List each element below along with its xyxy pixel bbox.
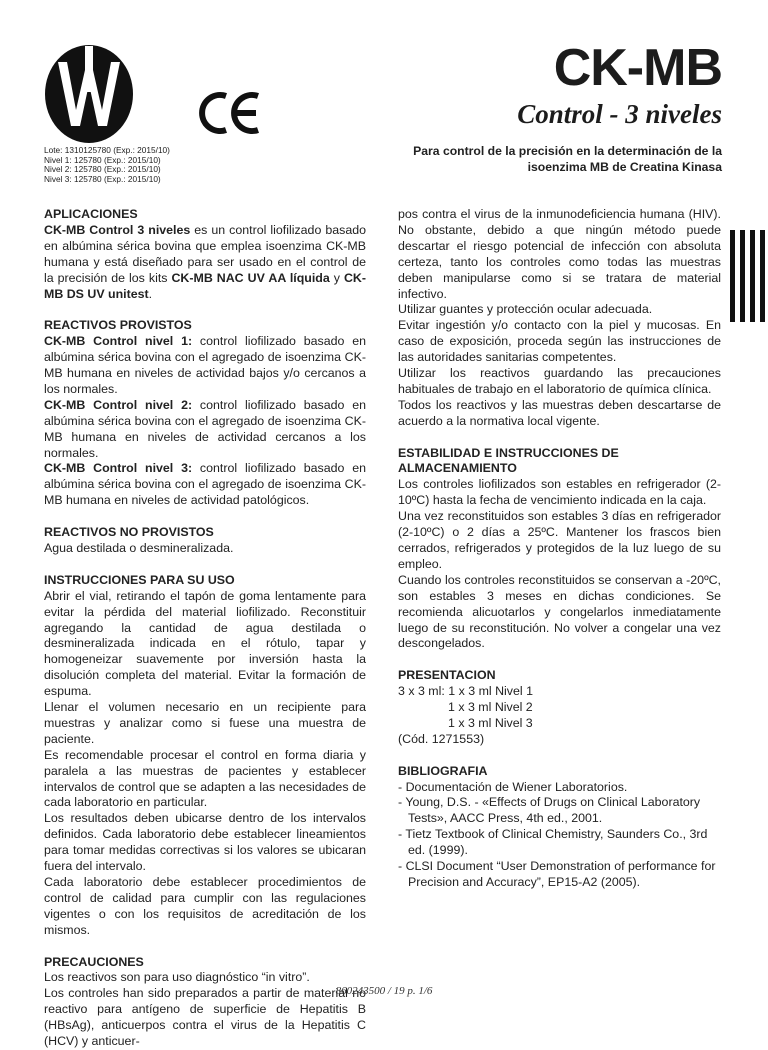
bibliografia-item: - CLSI Document “User Demonstration of performance for Precision and Accuracy”, EP15-A2 (2005). xyxy=(398,859,716,890)
no-provistos-text: Agua destilada o desmineralizada. xyxy=(44,541,234,555)
reactivo-nivel-3: CK-MB Control nivel 3: control liofilizado basado en albúmina sérica bovina con el agregado de isoenzima CK-MB humana en niveles de actividad patológicos. xyxy=(44,461,367,508)
ce-mark xyxy=(198,88,264,138)
reactivo-nivel-1: CK-MB Control nivel 1: control liofilizado basado en albúmina sérica bovina con el agregado de isoenzima CK-MB humana en niveles de actividad bajos y/o cercanos a los normales. xyxy=(44,334,367,396)
precauciones-paragraph: Todos los reactivos y las muestras deben descartarse de acuerdo a la normativa local vigente. xyxy=(398,397,721,428)
aplicaciones-text: CK-MB Control 3 niveles es un control liofilizado basado en albúmina sérica bovina que emplea isoenzima CK-MB humana y está diseñado para ser usado en el control de la precisión de los kits CK-MB NAC UV AA líquida y CK-MB DS UV unitest. xyxy=(44,222,367,301)
section-heading-bibliografia: BIBLIOGRAFIA xyxy=(398,763,488,778)
section-heading-instrucciones: INSTRUCCIONES PARA SU USO xyxy=(44,572,235,587)
ce-mark-icon xyxy=(198,88,264,138)
estabilidad-paragraph: Una vez reconstituidos son estables 3 días en refrigerador (2-10ºC) o 2 días a 25ºC. Mantener los frascos bien cerrados, refrigerados y protegidos de la luz luego de su empleo. xyxy=(398,509,721,571)
product-purpose xyxy=(362,143,722,175)
presentacion-list xyxy=(398,684,721,748)
instrucciones-paragraph: Es recomendable procesar el control en forma diaria y paralela a las muestras de pacientes y establecer intervalos de control que se adapten a las necesidades de cada laboratorio en particular. xyxy=(44,747,366,810)
precauciones-paragraph: pos contra el virus de la inmunodeficiencia humana (HIV). No obstante, debido a que ningún método puede descartar el riesgo potencial de infección con absoluta certeza, tanto los controles como todas las muestras deben manipularse como si se tratara de material infectivo. xyxy=(398,207,721,301)
lot-line: Nivel 2: 125780 (Exp.: 2015/10) xyxy=(44,164,161,175)
lot-line: Lote: 1310125780 (Exp.: 2015/10) xyxy=(44,145,170,155)
presentacion-item: 1 x 3 ml Nivel 3 xyxy=(448,715,533,730)
lot-line: Nivel 1: 125780 (Exp.: 2015/10) xyxy=(44,154,161,165)
reactivo-nivel-2: CK-MB Control nivel 2: control liofilizado basado en albúmina sérica bovina con el agregado de isoenzima CK-MB humana en niveles de actividad cercanos a los normales. xyxy=(44,397,367,460)
section-heading-aplicaciones: APLICACIONES xyxy=(44,207,138,221)
section-heading-no-provistos: REACTIVOS NO PROVISTOS xyxy=(44,525,214,540)
section-heading-reactivos: REACTIVOS PROVISTOS xyxy=(44,318,192,333)
presentacion-item: 3 x 3 ml: 1 x 3 ml Nivel 1 xyxy=(398,684,533,699)
section-heading-estabilidad: ALMACENAMIENTO xyxy=(398,461,517,476)
precauciones-paragraph: Los controles han sido preparados a partir de material no reactivo para antígeno de superficie de Hepatitis B (HBsAg), anticuerpos contra el virus de la Hepatitis C (HCV) y anticuer- xyxy=(44,986,366,1049)
presentacion-item: 1 x 3 ml Nivel 2 xyxy=(448,700,533,715)
precauciones-paragraph: Evitar ingestión y/o contacto con la piel y mucosas. En caso de exposición, proceda según las instrucciones de las autoridades sanitarias competentes. xyxy=(398,318,721,365)
instrucciones-paragraph: Cada laboratorio debe establecer procedimientos de control de calidad para cumplir con las regulaciones vigentes o con los requisitos de acreditación de los mismos. xyxy=(44,875,366,937)
presentacion-code: (Cód. 1271553) xyxy=(398,731,485,746)
page-footer: 860243500 / 19 p. 1/6 xyxy=(335,985,433,997)
precauciones-paragraph: Utilizar guantes y protección ocular adecuada. xyxy=(398,302,653,317)
purpose-line: Para control de la precisión en la determinación de la xyxy=(413,144,722,158)
precauciones-paragraph: Utilizar los reactivos guardando las precauciones habituales de trabajo en el laboratorio de química clínica. xyxy=(398,366,721,396)
lot-line: Nivel 3: 125780 (Exp.: 2015/10) xyxy=(44,173,161,184)
section-heading-estabilidad: ESTABILIDAD E INSTRUCCIONES DE xyxy=(398,445,619,460)
bibliografia-list xyxy=(398,780,721,891)
estabilidad-paragraph: Cuando los controles reconstituidos se conservan a -20ºC, son estables 3 meses en dichas condiciones. Se recomienda alicuotarlos y congelarlos inmediatamente luego de su reconstitución. No volver a congelar una vez descongelados. xyxy=(398,572,721,651)
instrucciones-paragraph: Llenar el volumen necesario en un recipiente para muestras y analizar como si fuese una muestra de paciente. xyxy=(44,700,366,746)
estabilidad-paragraph: Los controles liofilizados son estables en refrigerador (2-10ºC) hasta la fecha de vencimiento indicada en la caja. xyxy=(398,477,721,508)
instrucciones-paragraph: Los resultados deben ubicarse dentro de los intervalos definidos. Cada laboratorio debe establecer lineamientos para tomar medidas correctivas si los valores se ubicaran fuera del intervalo. xyxy=(44,811,366,874)
instrucciones-paragraph: Abrir el vial, retirando el tapón de goma lentamente para evitar la pérdida del material liofilizado. Reconstituir agregando la cantidad de agua destilada o desmineralizada indicada en el rótulo, tapar y homogeneizar suavemente por inversión hasta la disolución completa del material. Evitar la formación de espuma. xyxy=(44,588,366,699)
purpose-line: isoenzima MB de Creatina Kinasa xyxy=(527,160,722,174)
product-subtitle: Control - 3 niveles xyxy=(517,99,722,129)
right-column xyxy=(398,207,721,891)
section-heading-precauciones: PRECAUCIONES xyxy=(44,954,144,969)
bibliografia-item: - Young, D.S. - «Effects of Drugs on Clinical Laboratory Tests», AACC Press, 4th ed., 2001. xyxy=(398,795,701,826)
bibliografia-item: - Documentación de Wiener Laboratorios. xyxy=(398,779,628,794)
wiener-lab-logo xyxy=(44,44,134,144)
precauciones-paragraph: Los reactivos son para uso diagnóstico “in vitro”. xyxy=(44,970,310,985)
left-column xyxy=(44,207,366,1050)
edge-bars-graphic xyxy=(726,230,768,322)
product-title: CK-MB xyxy=(553,39,722,97)
lot-info xyxy=(44,146,170,184)
bibliografia-item: - Tietz Textbook of Clinical Chemistry, Saunders Co., 3rd ed. (1999). xyxy=(398,827,708,858)
wiener-lab-logo-icon xyxy=(44,44,134,144)
section-heading-presentacion: PRESENTACION xyxy=(398,668,496,683)
